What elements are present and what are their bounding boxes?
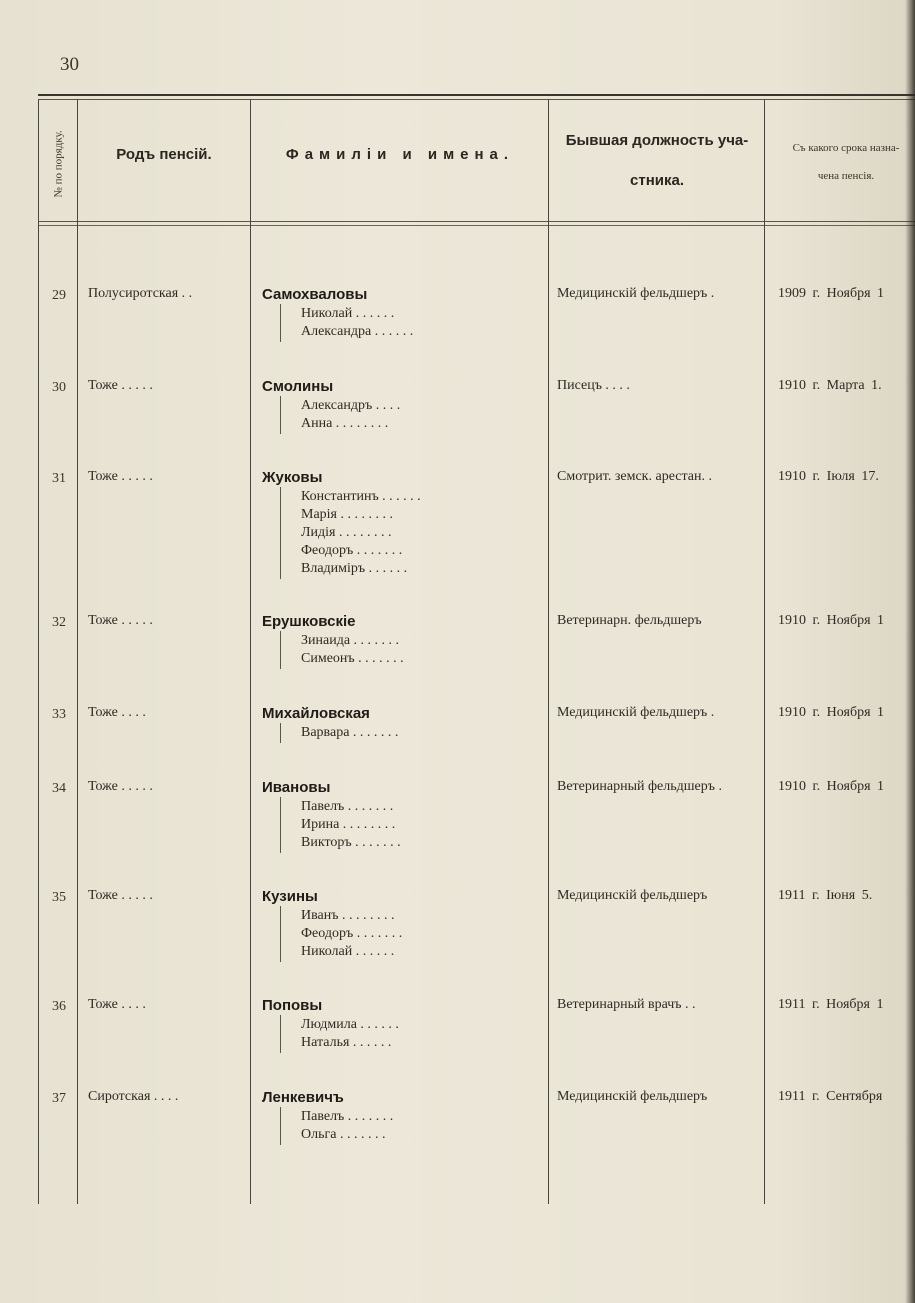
names-bracket-line <box>280 906 281 962</box>
row-surname: Жуковы <box>262 469 323 486</box>
column-divider-left <box>38 99 39 1204</box>
row-number: 33 <box>52 707 66 722</box>
row-number: 30 <box>52 380 66 395</box>
row-given-name: Викторъ . . . . . . . <box>301 835 401 850</box>
names-bracket-line <box>280 487 281 579</box>
row-pension-type: Тоже . . . . . <box>88 888 153 903</box>
header-number-label: № по порядку. <box>53 130 66 198</box>
row-number: 29 <box>52 288 66 303</box>
row-position: Ветеринарный фельдшеръ . <box>557 779 722 794</box>
row-number: 35 <box>52 890 66 905</box>
row-surname: Самохваловы <box>262 286 368 303</box>
row-pension-type: Тоже . . . . <box>88 997 146 1012</box>
row-pension-date: 1910 г. Ноября 1 <box>778 613 885 628</box>
header-date <box>766 134 915 190</box>
row-given-name: Феодоръ . . . . . . . <box>301 926 403 941</box>
header-position <box>550 118 764 204</box>
row-given-name: Павелъ . . . . . . . <box>301 799 394 814</box>
page-edge-shadow <box>905 0 915 1303</box>
names-bracket-line <box>280 396 281 434</box>
row-position: Смотрит. земск. арестан. . <box>557 469 712 484</box>
header-bottom-rule <box>38 221 915 222</box>
table-top-rule <box>38 94 915 96</box>
header-date-line1: Съ какого срока назна- <box>792 142 900 154</box>
row-pension-type: Тоже . . . . . <box>88 779 153 794</box>
page-number: 30 <box>60 54 79 75</box>
row-pension-type: Тоже . . . . <box>88 705 146 720</box>
row-pension-date: 1911 г. Сентября <box>778 1089 883 1104</box>
row-pension-date: 1911 г. Ноября 1 <box>778 997 884 1012</box>
row-given-name: Зинаида . . . . . . . <box>301 633 400 648</box>
row-pension-type: Тоже . . . . . <box>88 469 153 484</box>
row-pension-date: 1910 г. Ноября 1 <box>778 705 885 720</box>
row-number: 31 <box>52 471 66 486</box>
row-given-name: Наталья . . . . . . <box>301 1035 392 1050</box>
row-surname: Ленкевичъ <box>262 1089 344 1106</box>
row-surname: Ивановы <box>262 779 331 796</box>
row-given-name: Иванъ . . . . . . . . <box>301 908 395 923</box>
row-given-name: Людмила . . . . . . <box>301 1017 399 1032</box>
row-surname: Поповы <box>262 997 323 1014</box>
row-surname: Ерушковскіе <box>262 613 356 630</box>
column-divider-num <box>77 99 78 1204</box>
row-pension-date: 1911 г. Іюня 5. <box>778 888 873 903</box>
table-top-rule-inner <box>38 99 915 100</box>
row-pension-date: 1909 г. Ноября 1 <box>778 286 885 301</box>
names-bracket-line <box>280 1107 281 1145</box>
header-date-line2: чена пенсія. <box>817 170 875 182</box>
row-given-name: Александръ . . . . <box>301 398 401 413</box>
row-surname: Михайловская <box>262 705 370 722</box>
row-pension-type: Сиротская . . . . <box>88 1089 179 1104</box>
column-divider-position <box>764 99 765 1204</box>
header-position-line2: стника. <box>630 172 684 189</box>
row-given-name: Владиміръ . . . . . . <box>301 561 408 576</box>
header-bottom-rule-inner <box>38 225 915 226</box>
row-position: Медицинскій фельдшеръ . <box>557 705 715 720</box>
header-names: Фамиліи и имена. <box>285 146 515 163</box>
row-position: Ветеринарный врачъ . . <box>557 997 696 1012</box>
names-bracket-line <box>280 304 281 342</box>
row-position: Писецъ . . . . <box>557 378 630 393</box>
row-position: Медицинскій фельдшеръ <box>557 888 708 903</box>
row-given-name: Николай . . . . . . <box>301 944 395 959</box>
names-bracket-line <box>280 631 281 669</box>
row-number: 36 <box>52 999 66 1014</box>
row-given-name: Александра . . . . . . <box>301 324 414 339</box>
column-divider-names <box>548 99 549 1204</box>
names-bracket-line <box>280 797 281 853</box>
row-given-name: Анна . . . . . . . . <box>301 416 389 431</box>
row-pension-type: Полусиротская . . <box>88 286 193 301</box>
row-given-name: Симеонъ . . . . . . . <box>301 651 404 666</box>
row-number: 34 <box>52 781 66 796</box>
row-position: Ветеринарн. фельдшеръ <box>557 613 702 628</box>
row-given-name: Константинъ . . . . . . <box>301 489 421 504</box>
header-position-line1: Бывшая должность уча- <box>565 132 749 149</box>
row-number: 37 <box>52 1091 66 1106</box>
row-given-name: Феодоръ . . . . . . . <box>301 543 403 558</box>
row-given-name: Ольга . . . . . . . <box>301 1127 386 1142</box>
row-number: 32 <box>52 615 66 630</box>
column-divider-type <box>250 99 251 1204</box>
names-bracket-line <box>280 1015 281 1053</box>
row-position: Медицинскій фельдшеръ <box>557 1089 708 1104</box>
row-pension-date: 1910 г. Іюля 17. <box>778 469 879 484</box>
row-given-name: Марія . . . . . . . . <box>301 507 393 522</box>
row-pension-type: Тоже . . . . . <box>88 378 153 393</box>
row-pension-type: Тоже . . . . . <box>88 613 153 628</box>
row-given-name: Павелъ . . . . . . . <box>301 1109 394 1124</box>
row-given-name: Лидія . . . . . . . . <box>301 525 392 540</box>
row-pension-date: 1910 г. Ноября 1 <box>778 779 885 794</box>
row-surname: Кузины <box>262 888 318 905</box>
row-given-name: Николай . . . . . . <box>301 306 395 321</box>
row-given-name: Варвара . . . . . . . <box>301 725 399 740</box>
row-pension-date: 1910 г. Марта 1. <box>778 378 882 393</box>
header-pension-type: Родъ пенсій. <box>116 146 212 163</box>
header-number <box>42 110 76 218</box>
row-surname: Смолины <box>262 378 334 395</box>
row-position: Медицинскій фельдшеръ . <box>557 286 715 301</box>
row-given-name: Ирина . . . . . . . . <box>301 817 396 832</box>
names-bracket-line <box>280 723 281 743</box>
